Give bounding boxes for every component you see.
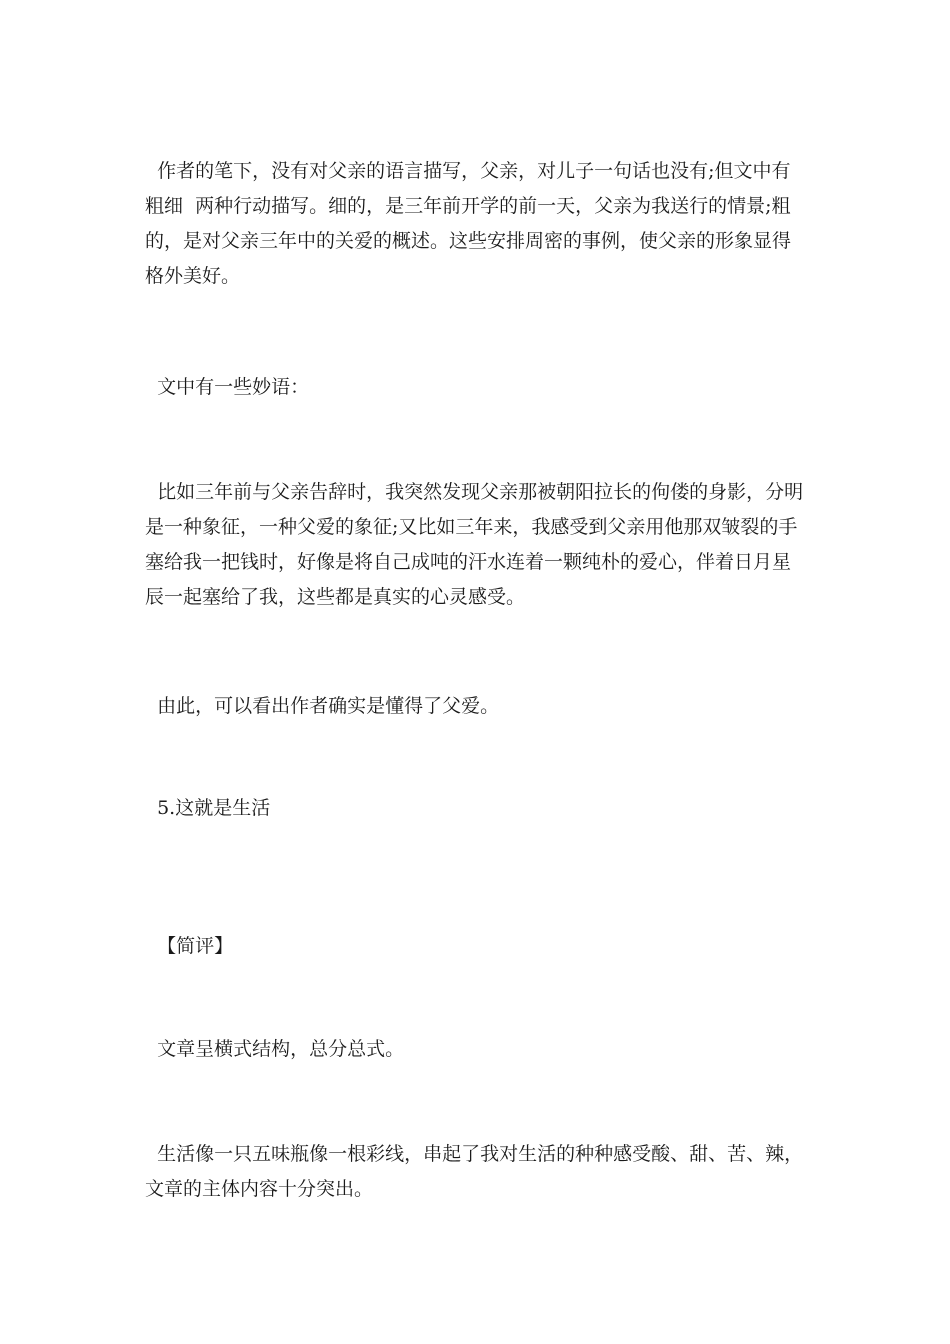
text-line: 的，是对父亲三年中的关爱的概述。这些安排周密的事例，使父亲的形象显得 [145, 230, 792, 252]
review-heading [145, 929, 810, 964]
text-line: 比如三年前与父亲告辞时，我突然发现父亲那被朝阳拉长的佝偻的身影，分明 [145, 481, 804, 503]
text-line: 格外美好。 [145, 265, 241, 287]
text-line: 塞给我一把钱时，好像是将自己成吨的汗水连着一颗纯朴的爱心，伴着日月星 [145, 551, 792, 573]
text-line: 辰一起塞给了我，这些都是真实的心灵感受。 [145, 586, 526, 608]
paragraph-conclusion [145, 689, 810, 724]
text-line: 5.这就是生活 [145, 797, 271, 819]
text-line: 是一种象征，一种父爱的象征;又比如三年来，我感受到父亲用他那双皱裂的手 [145, 516, 798, 538]
section-heading-5 [145, 791, 810, 826]
text-line: 粗细 两种行动描写。细的，是三年前开学的前一天，父亲为我送行的情景;粗 [145, 195, 791, 217]
text-line: 作者的笔下，没有对父亲的语言描写，父亲，对儿子一句话也没有;但文中有 [145, 160, 791, 182]
text-line: 文中有一些妙语： [145, 376, 310, 398]
paragraph-examples [145, 475, 810, 615]
text-line: 由此，可以看出作者确实是懂得了父爱。 [145, 695, 500, 717]
paragraph-father-description [145, 154, 810, 294]
text-line: 文章的主体内容十分突出。 [145, 1178, 374, 1200]
text-line: 生活像一只五味瓶像一根彩线，串起了我对生活的种种感受酸、甜、苦、辣， [145, 1143, 804, 1165]
paragraph-structure [145, 1032, 810, 1067]
text-line: 【简评】 [145, 935, 234, 957]
paragraph-life-metaphor [145, 1137, 810, 1207]
paragraph-wonderful-words-heading [145, 370, 810, 405]
text-line: 文章呈横式结构，总分总式。 [145, 1038, 405, 1060]
